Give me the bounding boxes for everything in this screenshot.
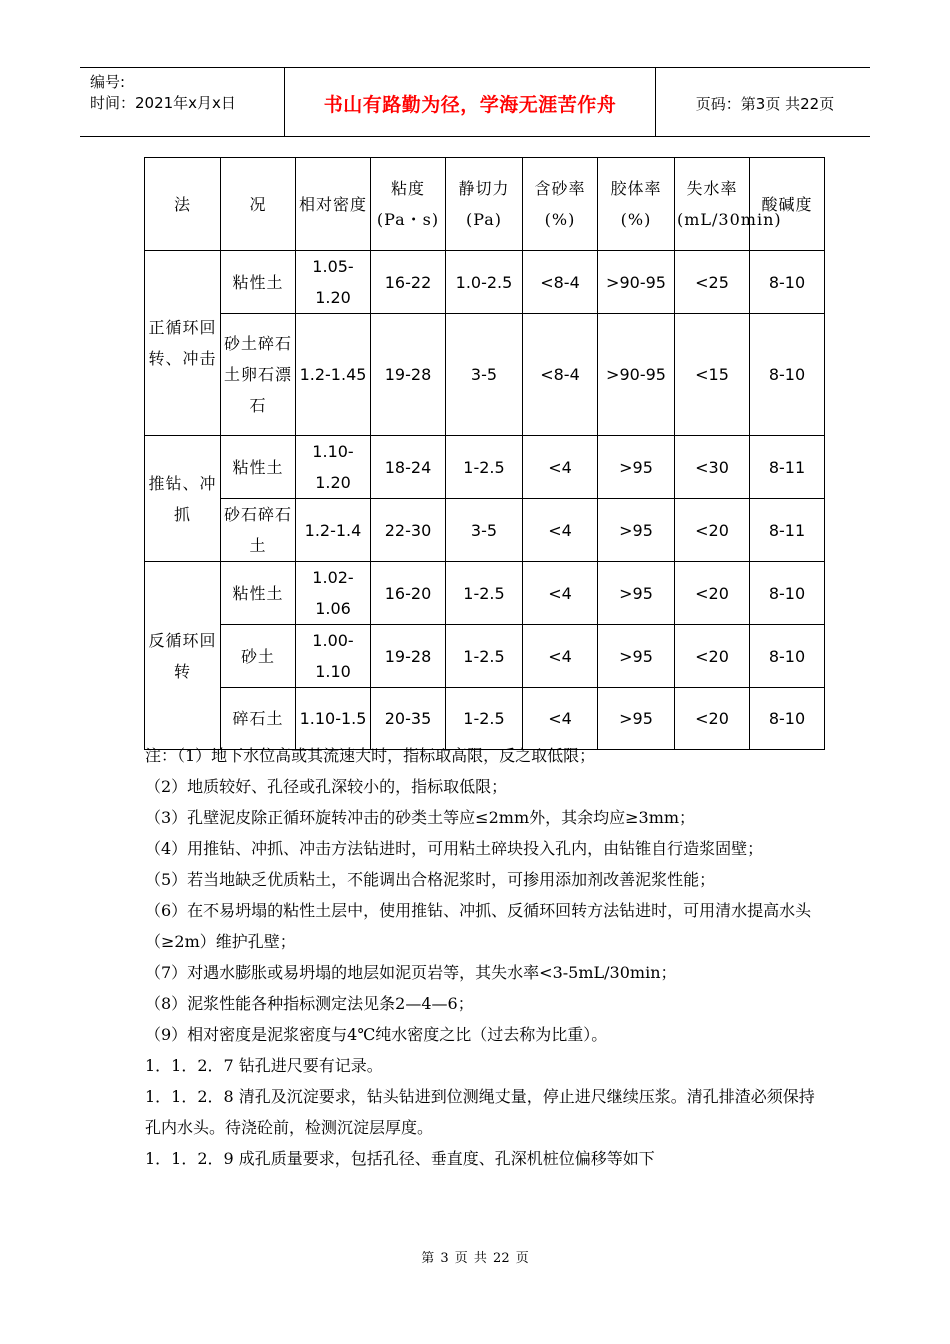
- water-loss-cell: <25: [675, 251, 750, 314]
- shear-cell: 1-2.5: [446, 436, 523, 499]
- ph-cell: 8-10: [750, 688, 825, 750]
- note-paragraph: （8）泥浆性能各种指标测定法见条2—4—6；: [145, 994, 474, 1013]
- water-loss-cell: <20: [675, 625, 750, 688]
- table-header-row: [145, 158, 825, 251]
- method-cell: 正循环回转、冲击: [145, 251, 221, 436]
- table-notes: [145, 740, 830, 1174]
- mud-property-table: [144, 157, 825, 750]
- table-row: [145, 314, 825, 436]
- note-paragraph: （7）对遇水膨胀或易坍塌的地层如泥页岩等，其失水率<3-5mL/30min；: [145, 963, 677, 982]
- viscosity-cell: 20-35: [371, 688, 446, 750]
- density-cell: 1.05-1.20: [296, 251, 371, 314]
- document-number-label: 编号:: [90, 73, 126, 91]
- shear-cell: 1.0-2.5: [446, 251, 523, 314]
- viscosity-cell: 16-20: [371, 562, 446, 625]
- colloid-cell: >95: [598, 625, 675, 688]
- soil-cell: 砂土: [221, 625, 296, 688]
- header-water-loss: 失水率(mL/30min): [675, 158, 750, 251]
- water-loss-cell: <30: [675, 436, 750, 499]
- table-row: [145, 625, 825, 688]
- header-divider: [655, 68, 656, 136]
- header-colloid-rate: 胶体率(%): [598, 158, 675, 251]
- shear-cell: 3-5: [446, 314, 523, 436]
- note-paragraph: （9）相对密度是泥浆密度与4℃纯水密度之比（过去称为比重）。: [145, 1025, 608, 1044]
- header-shear: 静切力(Pa): [446, 158, 523, 251]
- viscosity-cell: 16-22: [371, 251, 446, 314]
- colloid-cell: >95: [598, 436, 675, 499]
- method-cell: 推钻、冲抓: [145, 436, 221, 562]
- header-ph: 酸碱度: [750, 158, 825, 251]
- header-density: 相对密度: [296, 158, 371, 251]
- viscosity-cell: 19-28: [371, 314, 446, 436]
- note-paragraph: （4）用推钻、冲抓、冲击方法钻进时，可用粘土碎块投入孔内，由钻锥自行造浆固壁；: [145, 839, 764, 858]
- body-paragraph: 1．1．2．8 清孔及沉淀要求，钻头钻进到位测绳丈量，停止进尺继续压浆。清孔排渣必须保持孔内水头。待浇砼前，检测沉淀层厚度。: [145, 1087, 815, 1137]
- note-paragraph: （2）地质较好、孔径或孔深较小的，指标取低限；: [145, 777, 508, 796]
- ph-cell: 8-10: [750, 251, 825, 314]
- density-cell: 1.02-1.06: [296, 562, 371, 625]
- sand-cell: <4: [523, 562, 598, 625]
- soil-cell: 砂土碎石土卵石漂石: [221, 314, 296, 436]
- shear-cell: 1-2.5: [446, 562, 523, 625]
- density-cell: 1.2-1.4: [296, 499, 371, 562]
- sand-cell: <4: [523, 625, 598, 688]
- table-row: [145, 436, 825, 499]
- ph-cell: 8-10: [750, 562, 825, 625]
- density-cell: 1.00-1.10: [296, 625, 371, 688]
- note-paragraph: 注：（1）地下水位高或其流速大时，指标取高限，反之取低限；: [145, 746, 596, 765]
- document-date: 时间：2021年x月x日: [90, 94, 236, 112]
- ph-cell: 8-10: [750, 625, 825, 688]
- sand-cell: <4: [523, 436, 598, 499]
- sand-cell: <4: [523, 499, 598, 562]
- header-viscosity: 粘度(Pa・s): [371, 158, 446, 251]
- soil-cell: 碎石土: [221, 688, 296, 750]
- note-paragraph: （5）若当地缺乏优质粘土，不能调出合格泥浆时，可掺用添加剂改善泥浆性能；: [145, 870, 716, 889]
- method-cell: 反循环回转: [145, 562, 221, 750]
- ph-cell: 8-11: [750, 499, 825, 562]
- viscosity-cell: 22-30: [371, 499, 446, 562]
- ph-cell: 8-10: [750, 314, 825, 436]
- density-cell: 1.10-1.5: [296, 688, 371, 750]
- table-row: [145, 562, 825, 625]
- header-meta: [90, 72, 236, 114]
- table-row: [145, 251, 825, 314]
- ph-cell: 8-11: [750, 436, 825, 499]
- colloid-cell: >95: [598, 499, 675, 562]
- header-motto: 书山有路勤为径，学海无涯苦作舟: [323, 93, 617, 116]
- viscosity-cell: 18-24: [371, 436, 446, 499]
- density-cell: 1.2-1.45: [296, 314, 371, 436]
- water-loss-cell: <20: [675, 562, 750, 625]
- note-paragraph: （3）孔壁泥皮除正循环旋转冲击的砂类土等应≤2mm外，其余均应≥3mm；: [145, 808, 696, 827]
- water-loss-cell: <15: [675, 314, 750, 436]
- shear-cell: 3-5: [446, 499, 523, 562]
- page-header: [80, 67, 870, 137]
- soil-cell: 粘性土: [221, 251, 296, 314]
- note-paragraph: （6）在不易坍塌的粘性土层中，使用推钻、冲抓、反循环回转方法钻进时，可用清水提高水头（≥2m）维护孔壁；: [145, 901, 812, 951]
- colloid-cell: >90-95: [598, 251, 675, 314]
- body-paragraph: 1．1．2．7 钻孔进尺要有记录。: [145, 1056, 383, 1075]
- viscosity-cell: 19-28: [371, 625, 446, 688]
- body-paragraph: 1．1．2．9 成孔质量要求，包括孔径、垂直度、孔深机桩位偏移等如下: [145, 1149, 655, 1168]
- water-loss-cell: <20: [675, 688, 750, 750]
- soil-cell: 砂石碎石土: [221, 499, 296, 562]
- header-page-info: 页码：第3页 共22页: [695, 94, 835, 113]
- sand-cell: <4: [523, 688, 598, 750]
- header-method: 法: [145, 158, 221, 251]
- soil-cell: 粘性土: [221, 436, 296, 499]
- table-row: [145, 499, 825, 562]
- header-condition: 况: [221, 158, 296, 251]
- colloid-cell: >90-95: [598, 314, 675, 436]
- sand-cell: <8-4: [523, 251, 598, 314]
- header-sand-content: 含砂率(%): [523, 158, 598, 251]
- sand-cell: <8-4: [523, 314, 598, 436]
- page-footer: 第 3 页 共 22 页: [421, 1251, 529, 1266]
- density-cell: 1.10-1.20: [296, 436, 371, 499]
- shear-cell: 1-2.5: [446, 688, 523, 750]
- soil-cell: 粘性土: [221, 562, 296, 625]
- colloid-cell: >95: [598, 688, 675, 750]
- colloid-cell: >95: [598, 562, 675, 625]
- water-loss-cell: <20: [675, 499, 750, 562]
- shear-cell: 1-2.5: [446, 625, 523, 688]
